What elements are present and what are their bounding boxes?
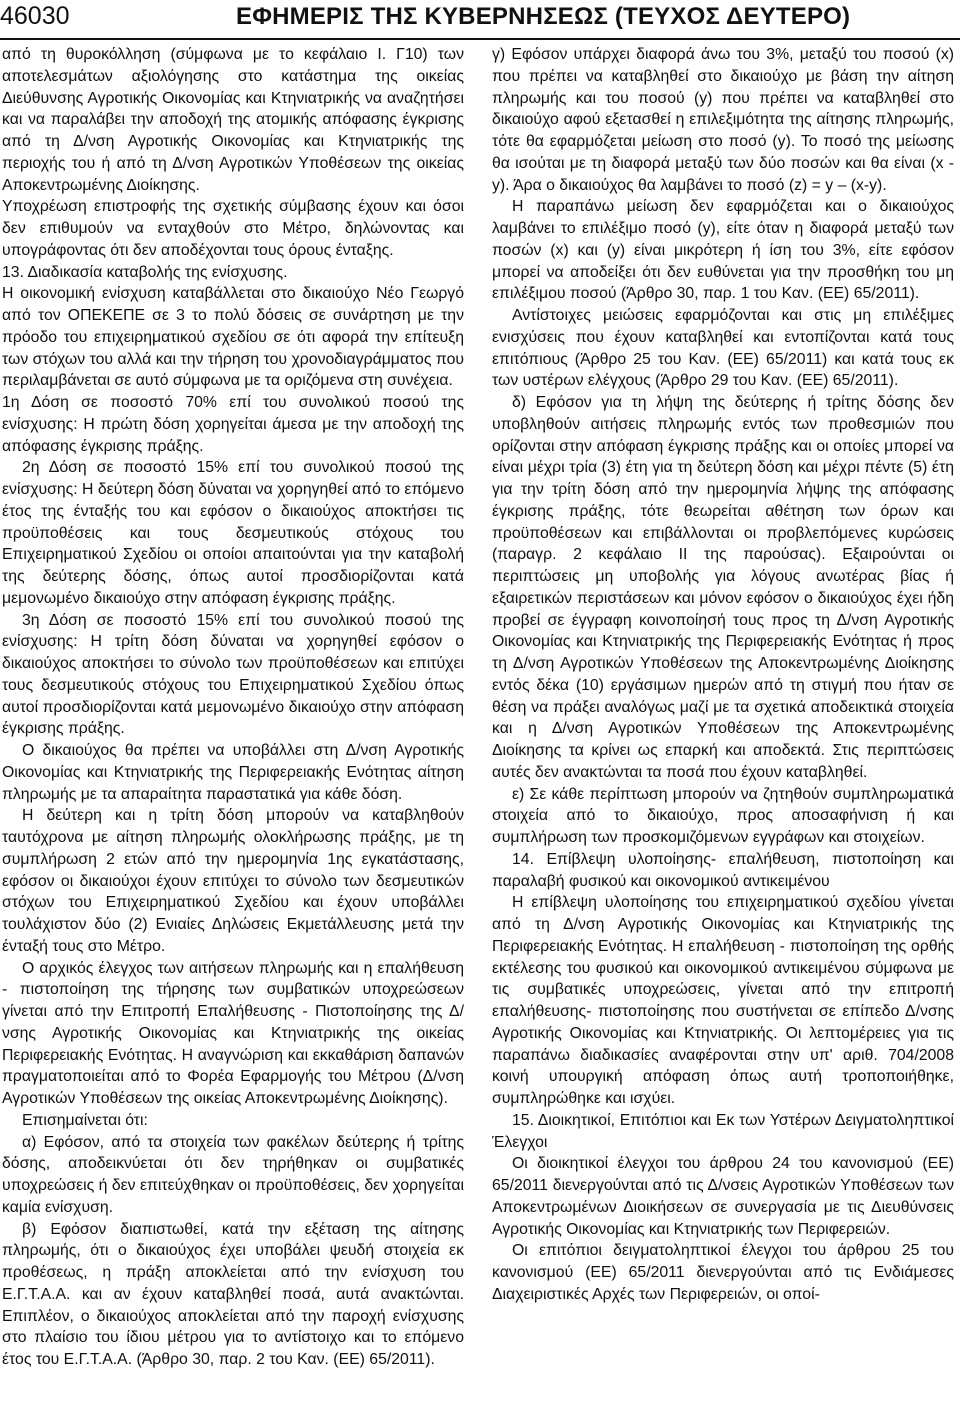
page-header bbox=[0, 0, 960, 40]
paragraph: Η παραπάνω μείωση δεν εφαρμόζεται και ο δικαιούχος λαμβάνει το επιλέξιμο ποσό (y), είτε όταν η διαφορά μεταξύ των ποσών (x) και (y) είναι μικρότερη ή ίση του 3%, είτε εφόσον μπορεί να αποδείξει ότι δεν ευθύνεται για την προσθήκη του μη επιλέξιμου ποσού (Άρθρο 30, παρ. 1 του Καν. (ΕΕ) 65/2011). bbox=[492, 198, 954, 303]
section-heading: 13. Διαδικασία καταβολής της ενίσχυσης. bbox=[2, 263, 288, 281]
paragraph: Η δεύτερη και η τρίτη δόση μπορούν να καταβληθούν ταυτόχρονα με αίτηση πληρωμής ολοκλήρωσης πράξης, με τη συμπλήρωση 2 ετών από την ημερομηνία 1ης εγκατάστασης, εφόσον οι δικαιούχοι έχουν επιτύχει το σύνολο των δεσμευτικών στόχων του Επιχειρηματικού Σχεδίου και έχουν υποβάλλει τουλάχιστον δύο (2) Ενιαίες Δηλώσεις Εκμετάλλευσης μετά την ένταξή τους στο Μέτρο. bbox=[2, 807, 464, 955]
section-heading: 15. Διοικητικοί, Επιτόπιοι και Εκ των Υστέρων Δειγματοληπτικοί Έλεγχοι bbox=[492, 1111, 954, 1151]
section-heading: 14. Επίβλεψη υλοποίησης- επαλήθευση, πιστοποίηση και παραλαβή φυσικού και οικονομικού αντικειμένου bbox=[492, 850, 954, 890]
paragraph: γ) Εφόσον υπάρχει διαφορά άνω του 3%, μεταξύ του ποσού (x) που πρέπει να καταβληθεί στο δικαιούχο με βάση την αίτηση πληρωμής και του ποσού (y) που πρέπει να καταβληθεί στο δικαιούχο αφού εξετασθεί η επιλεξιμότητα της αίτησης πληρωμής, τότε θα εφαρμόζεται μείωση στο ποσό (y). Το ποσό της μείωσης θα ισούται με τη διαφορά μεταξύ των δύο ποσών και θα είναι (x - y). Άρα ο δικαιούχος θα λαμβάνει το ποσό (z) = y – (x-y). bbox=[492, 46, 954, 194]
paragraph: ε) Σε κάθε περίπτωση μπορούν να ζητηθούν συμπληρωματικά στοιχεία από το δικαιούχο, προς αποσαφήνιση ή και συμπλήρωση των προσκομιζόμενων εγγράφων και στοιχείων. bbox=[492, 785, 954, 846]
paragraph: 2η Δόση σε ποσοστό 15% επί του συνολικού ποσού της ενίσχυσης: Η δεύτερη δόση δύναται να χορηγηθεί από το επόμενο έτος της ένταξής του και εφόσον ο δικαιούχος αποκτήσει τις προϋποθέσεις και τους δεσμευτικούς στόχους του Επιχειρηματικού Σχεδίου οι οποίοι απαιτούνται για την καταβολή της δεύτερης δόσης, όπως αυτοί προσδιορίζονται κατά μεμονωμένο δικαιούχο στην απόφαση έγκρισης πράξης. bbox=[2, 459, 464, 607]
paragraph: 1η Δόση σε ποσοστό 70% επί του συνολικού ποσού της ενίσχυσης: Η πρώτη δόση χορηγείται άμεσα με την αποδοχή της απόφασης έγκρισης πράξης. bbox=[2, 394, 464, 455]
right-column bbox=[492, 44, 954, 1422]
paragraph: α) Εφόσον, από τα στοιχεία των φακέλων δεύτερης ή τρίτης δόσης, αποδεικνύεται ότι δεν τηρήθηκαν οι συμβατικές υποχρεώσεις ή δεν επιτεύχθηκαν οι προϋποθέσεις, δεν χορηγείται καμία ενίσχυση. bbox=[2, 1133, 464, 1216]
journal-title: ΕΦΗΜΕΡΙΣ ΤΗΣ ΚΥΒΕΡΝΗΣΕΩΣ (ΤΕΥΧΟΣ ΔΕΥΤΕΡΟ) bbox=[236, 3, 851, 30]
page-number: 46030 bbox=[0, 2, 70, 30]
paragraph: Επισημαίνεται ότι: bbox=[22, 1111, 148, 1129]
paragraph: Ο δικαιούχος θα πρέπει να υποβάλλει στη Δ/νση Αγροτικής Οικονομίας και Κτηνιατρικής της Περιφερειακής Ενότητας αίτηση πληρωμής με τα απαραίτητα παραστατικά για κάθε δόση. bbox=[2, 742, 464, 803]
paragraph: β) Εφόσον διαπιστωθεί, κατά την εξέταση της αίτησης πληρωμής, ότι ο δικαιούχος έχει υποβάλει ψευδή στοιχεία εκ προθέσεως, η πράξη αποκλείεται από την ενίσχυση του Ε.Γ.Τ.Α.Α. και αν έχουν καταβληθεί ποσά, αυτά ανακτώνται. Επιπλέον, ο δικαιούχος αποκλείεται από την παροχή ενίσχυσης στο πλαίσιο του ίδιου μέτρου για το αντίστοιχο και το επόμενο έτος του Ε.Γ.Τ.Α.Α. (Άρθρο 30, παρ. 2 του Καν. (ΕΕ) 65/2011). bbox=[2, 1220, 464, 1368]
paragraph: δ) Εφόσον για τη λήψη της δεύτερης ή τρίτης δόσης δεν υποβληθούν αιτήσεις πληρωμής εντός των προθεσμιών που ορίζονται στην απόφαση έγκρισης πράξης και οι οποίες μπορεί να είναι μέχρι τρία (3) έτη για τη δεύτερη δόση και μέχρι πέντε (5) έτη για την τρίτη δόση από την ημερομηνία λήψης της απόφασης έγκρισης πράξης, τότε θεωρείται αθέτηση των όρων και προϋποθέσεων και επιβάλλονται οι προβλεπόμενες κυρώσεις (παραγρ. 2 κεφάλαιο ΙΙ της παρούσας). Εξαιρούνται οι περιπτώσεις μη υποβολής για λόγους ανωτέρας βίας ή εξαιρετικών περιστάσεων και μόνον εφόσον ο δικαιούχος έχει ήδη προβεί σε έγγραφη κοινοποίησή τους προς τη Δ/νση Αγροτικής Οικονομίας και Κτηνιατρικής της Περιφερειακής Ενότητας ή προς τη Δ/νση Αγροτικών Υποθέσεων της Αποκεντρωμένης Διοίκησης εντός δέκα (10) εργάσιμων ημερών από τη στιγμή που ήταν σε θέση να πράξει αναλόγως μαζί με τα σχετικά αποδεικτικά στοιχεία και η Δ/νση Αγροτικών Υποθέσεων της Αποκεντρωμένης Διοίκησης τα κρίνει ως επαρκή και αποδεκτά. Στις περιπτώσεις αυτές δεν ανακτώνται τα ποσά που έχουν καταβληθεί. bbox=[492, 394, 954, 781]
paragraph: Οι επιτόπιοι δειγματοληπτικοί έλεγχοι του άρθρου 25 του κανονισμού (ΕΕ) 65/2011 διενεργούνται από τις Ενδιάμεσες Διαχειριστικές Αρχές των Περιφερειών, οι οποί- bbox=[492, 1242, 954, 1303]
paragraph: Αντίστοιχες μειώσεις εφαρμόζονται και στις μη επιλέξιμες ενισχύσεις που έχουν καταβληθεί και εντοπίζονται κατά τους επιτόπιους (Άρθρο 25 του Καν. (ΕΕ) 65/2011) και κατά τους εκ των υστέρων ελέγχους (Άρθρο 29 του Καν. (ΕΕ) 65/2011). bbox=[492, 307, 954, 390]
left-column bbox=[2, 44, 464, 1422]
paragraph: από τη θυροκόλληση (σύμφωνα με το κεφάλαιο Ι. Γ10) των αποτελεσμάτων αξιολόγησης στο κατάστημα της οικείας Διεύθυνσης Αγροτικής Οικονομίας και Κτηνιατρικής να αναζητήσει και να παραλάβει την αποδοχή της ατομικής απόφασης έγκρισης από τη Δ/νση Αγροτικής Οικονομίας και Κτηνιατρικής της περιοχής του ή από τη Δ/νση Αγροτικών Υποθέσεων της οικείας Αποκεντρωμένης Διοίκησης. bbox=[2, 46, 464, 194]
paragraph: Η οικονομική ενίσχυση καταβάλλεται στο δικαιούχο Νέο Γεωργό από τον ΟΠΕΚΕΠΕ σε 3 το πολύ δόσεις σε συνάρτηση με την πρόοδο του επιχειρηματικού σχεδίου σε ότι αφορά την επίτευξη των στόχων του αλλά και την τήρηση του χρονοδιαγράμματος που περιλαμβάνεται σε αυτό σύμφωνα με τα οριζόμενα στη συνέχεια. bbox=[2, 285, 464, 390]
paragraph: Ο αρχικός έλεγχος των αιτήσεων πληρωμής και η επαλήθευση - πιστοποίηση της τήρησης των συμβατικών υποχρεώσεων γίνεται από την Επιτροπή Επαλήθευσης - Πιστοποίησης της Δ/νσης Αγροτικής Οικονομίας και Κτηνιατρικής της οικείας Περιφερειακής Ενότητας. Η αναγνώριση και εκκαθάριση δαπανών πραγματοποιείται από το Φορέα Εφαρμογής του Μέτρου (Δ/νση Αγροτικών Υποθέσεων της οικείας Αποκεντρωμένης Διοίκησης). bbox=[2, 959, 464, 1107]
paragraph: Οι διοικητικοί έλεγχοι του άρθρου 24 του κανονισμού (ΕΕ) 65/2011 διενεργούνται από τις Δ/νσεις Αγροτικών Υποθέσεων των Αποκεντρωμένων Διοικήσεων σε συνεργασία με τις Διευθύνσεις Αγροτικής Οικονομίας και Κτηνιατρικής των Περιφερειών. bbox=[492, 1155, 954, 1238]
paragraph: 3η Δόση σε ποσοστό 15% επί του συνολικού ποσού της ενίσχυσης: Η τρίτη δόση δύναται να χορηγηθεί εφόσον ο δικαιούχος αποκτήσει το σύνολο των προϋποθέσεων και επιτύχει τους δεσμευτικούς στόχους του Επιχειρηματικού Σχεδίου όπως αυτοί προσδιορίζονται κατά μεμονωμένο δικαιούχο στην απόφαση έγκρισης πράξης. bbox=[2, 611, 464, 738]
paragraph: Η επίβλεψη υλοποίησης του επιχειρηματικού σχεδίου γίνεται από τη Δ/νση Αγροτικής Οικονομίας και Κτηνιατρικής της Περιφερειακής Ενότητας. Η επαλήθευση - πιστοποίηση της ορθής εκτέλεσης του φυσικού και οικονομικού αντικειμένου σύμφωνα με τις συμβατικές υποχρεώσεις, γίνεται από την επιτροπή επαλήθευσης- πιστοποίησης που συστήνεται σε επίπεδο Δ/νσης Αγροτικής Οικονομίας και Κτηνιατρικής. Οι λεπτομέρειες για τις παραπάνω διαδικασίες αναφέρονται στην υπ' αριθ. 704/2008 κοινή υπουργική απόφαση όπως αυτή τροποποιήθηκε, συμπληρώθηκε και ισχύει. bbox=[492, 894, 954, 1107]
paragraph: Υποχρέωση επιστροφής της σχετικής σύμβασης έχουν και όσοι δεν επιθυμούν να ενταχθούν στο Μέτρο, δηλώνοντας και υπογράφοντας ότι δεν αποδέχονται τους όρους ένταξης. bbox=[2, 198, 464, 259]
